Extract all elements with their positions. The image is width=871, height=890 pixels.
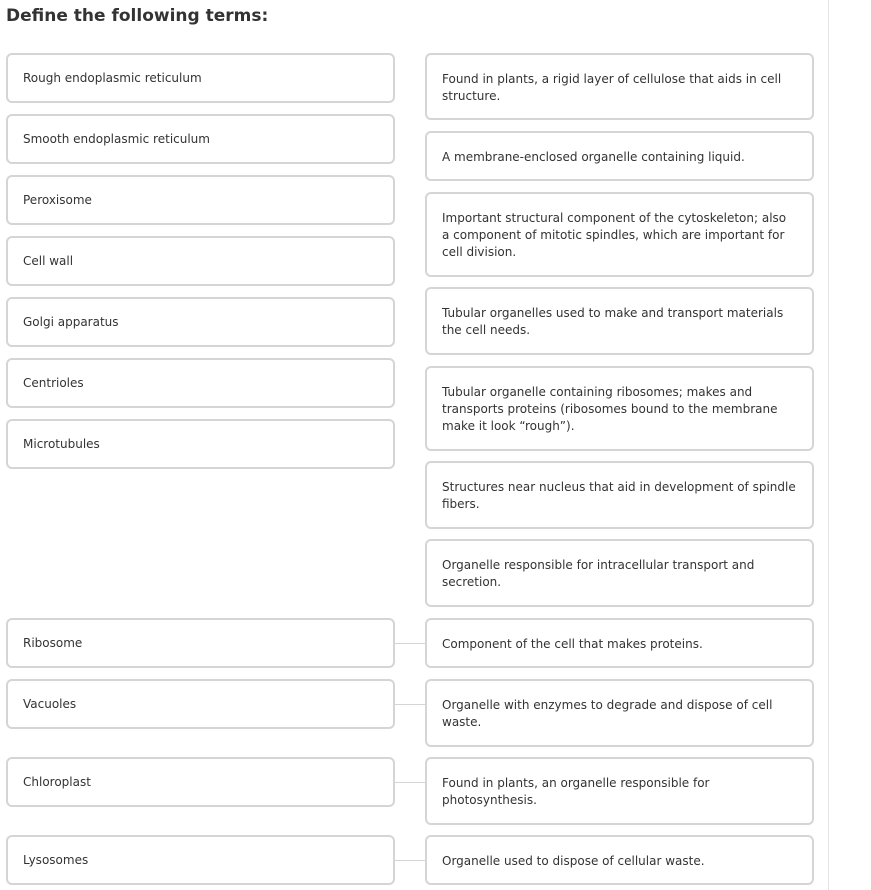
term-tile-centrioles[interactable]: Centrioles [6, 358, 395, 408]
definition-tile[interactable]: Component of the cell that makes proteins. [425, 618, 814, 668]
match-connector [395, 782, 425, 783]
definition-tile[interactable]: Tubular organelle containing ribosomes; makes and transports proteins (ribosomes bound to the membrane make it look “rough”). [425, 366, 814, 451]
definition-tile[interactable]: Organelle responsible for intracellular transport and secretion. [425, 539, 814, 607]
term-tile-vacuoles[interactable]: Vacuoles [6, 679, 395, 729]
definition-tile[interactable]: Structures near nucleus that aid in development of spindle fibers. [425, 461, 814, 529]
term-tile-microtubules[interactable]: Microtubules [6, 419, 395, 469]
definition-tile[interactable]: A membrane-enclosed organelle containing liquid. [425, 131, 814, 181]
term-tile-chloroplast[interactable]: Chloroplast [6, 757, 395, 807]
term-tile-peroxisome[interactable]: Peroxisome [6, 175, 395, 225]
definition-tile[interactable]: Found in plants, a rigid layer of cellulose that aids in cell structure. [425, 53, 814, 120]
definition-tile[interactable]: Important structural component of the cytoskeleton; also a component of mitotic spindles, which are important for cell division. [425, 192, 814, 277]
term-tile-smooth-er[interactable]: Smooth endoplasmic reticulum [6, 114, 395, 164]
match-connector [395, 860, 425, 861]
term-tile-rough-er[interactable]: Rough endoplasmic reticulum [6, 53, 395, 103]
definition-tile[interactable]: Organelle with enzymes to degrade and dispose of cell waste. [425, 679, 814, 747]
definition-tile[interactable]: Tubular organelles used to make and transport materials the cell needs. [425, 287, 814, 355]
match-connector [395, 704, 425, 705]
definition-tile[interactable]: Found in plants, an organelle responsible for photosynthesis. [425, 757, 814, 825]
match-connector [395, 643, 425, 644]
term-tile-ribosome[interactable]: Ribosome [6, 618, 395, 668]
term-tile-cell-wall[interactable]: Cell wall [6, 236, 395, 286]
definition-tile[interactable]: Organelle used to dispose of cellular waste. [425, 835, 814, 885]
term-tile-lysosomes[interactable]: Lysosomes [6, 835, 395, 885]
term-tile-golgi-apparatus[interactable]: Golgi apparatus [6, 297, 395, 347]
question-prompt: Define the following terms: [6, 6, 269, 26]
panel-divider [828, 0, 829, 890]
